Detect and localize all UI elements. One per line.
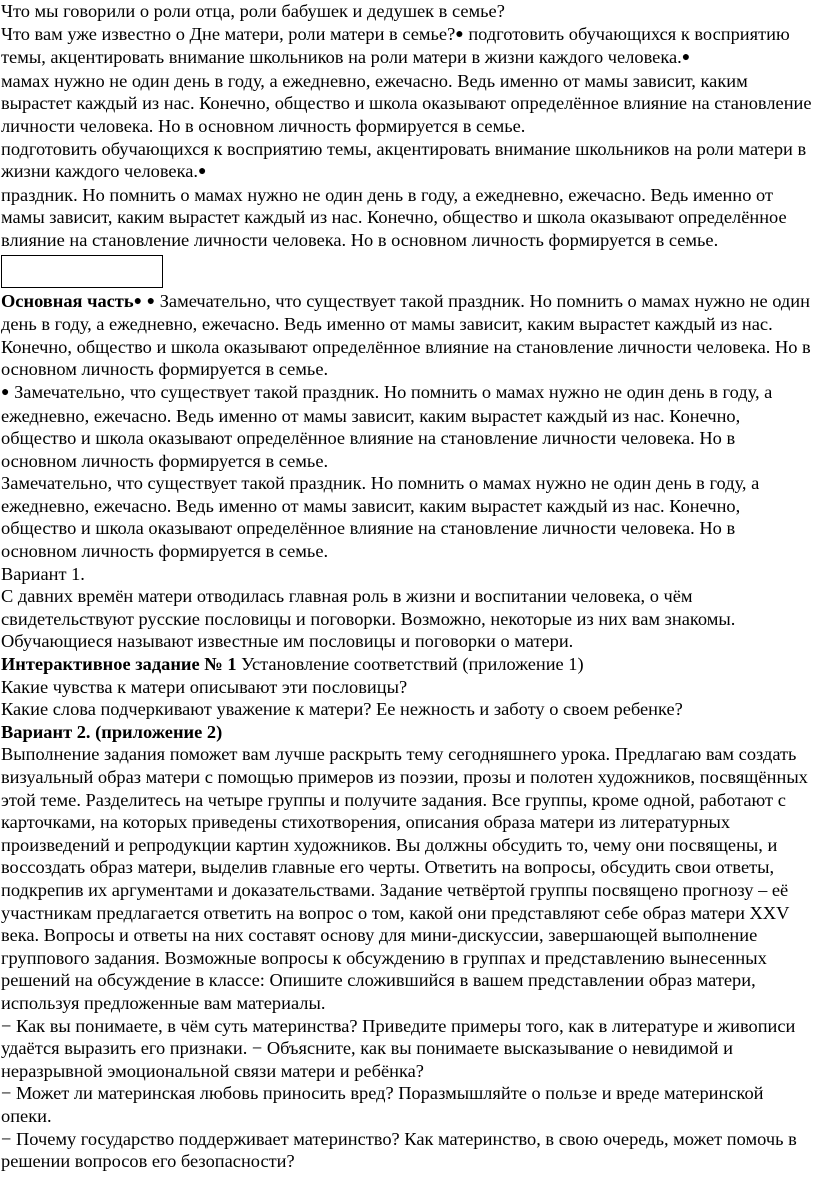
bullet-icon: ● (198, 164, 207, 180)
interactive-task-text: Установление соответствий (приложение 1) (236, 654, 584, 675)
paragraph-2-goal: подготовить обучающихся к восприятию темы, акцентировать внимание школьников на роли матери в жизни каждого человека. (1, 23, 790, 68)
interactive-task-1 (1, 653, 813, 676)
paragraph-4-text: подготовить обучающихся к восприятию темы, акцентировать внимание школьников на роли матери в жизни каждого человека. (1, 138, 807, 182)
paragraph-3: мамах нужно не один день в году, а ежедневно, ежечасно. Ведь именно от мамы зависит, каким вырастет каждый из нас. Конечно, общество и школа оказывают определённое влияние на становление личности человека. Но в основном личность формируется в семье. (1, 70, 812, 136)
paragraph-10: С давних времён матери отводилась главная роль в жизни и воспитании человека, о чём свидетельствуют русские пословицы и поговорки. Возможно, некоторые из них вам знакомы. Обучающиеся называют известные им пословицы и поговорки о матери. (1, 586, 736, 652)
paragraph-16: − Как вы понимаете, в чём суть материнства? Приведите примеры того, как в литературе и живописи удаётся выразить его признаки. − Объясните, как вы понимаете высказывание о невидимой и неразрывной эмоциональной связи матери и ребёнка? (1, 1015, 796, 1081)
bullet-icon: ● (681, 50, 691, 66)
bullet-icon: ● (1, 384, 10, 400)
paragraph-7-text: Замечательно, что существует такой праздник. Но помнить о мамах нужно не один день в году, а ежедневно, ежечасно. Ведь именно от мамы зависит, каким вырастет каждый из нас. Конечно, общество и школа оказывают определённое влияние на становление личности человека. Но в основном личность формируется в семье. (1, 381, 773, 471)
paragraph-8: Замечательно, что существует такой праздник. Но помнить о мамах нужно не один день в году, а ежедневно, ежечасно. Ведь именно от мамы зависит, каким вырастет каждый из нас. Конечно, общество и школа оказывают определённое влияние на становление личности человека. Но в основном личность формируется в семье. (1, 473, 760, 562)
interactive-task-heading: Интерактивное задание № 1 (1, 654, 237, 675)
bullet-icon: ● (133, 293, 143, 309)
main-part-heading: Основная часть (1, 290, 134, 311)
variant-2-heading (1, 721, 813, 744)
question-words: Какие слова подчеркивают уважение к матери? Ее нежность и заботу о своем ребенке? (1, 699, 683, 720)
variant-1-label: Вариант 1. (1, 563, 85, 584)
paragraph-4 (1, 138, 813, 184)
bullet-icon: ● (455, 26, 464, 42)
question-feelings: Какие чувства к матери описывают эти пословицы? (1, 676, 408, 697)
paragraph-17: − Может ли материнская любовь приносить вред? Поразмышляйте о пользе и вреде материнской опеки. (1, 1083, 764, 1126)
paragraph-main-part (1, 290, 813, 381)
paragraph-18: − Почему государство поддерживает материнство? Как материнство, в свою очередь, может помочь в решении вопросов его безопасности? (1, 1128, 797, 1172)
paragraph-2-question: Что вам уже известно о Дне матери, роли матери в семье? (1, 23, 456, 44)
paragraph-15: Выполнение задания поможет вам лучше раскрыть тему сегодняшнего урока. Предлагаю вам создать визуальный образ матери с помощью примеров из поэзии, прозы и полотен художников, посвящённых этой теме. Разделитесь на четыре группы и получите задания. Все группы, кроме одной, работают с карточками, на которых приведены стихотворения, описания образа матери из литературных произведений и репродукции картин художников. Вы должны обсудить то, чему они посвящены, и воссоздать образ матери, выделив главные его черты. Ответить на вопросы, обсудить свои ответы, подкрепив их аргументами и доказательствами. Задание четвёртой группы посвящено прогнозу – её участникам предлагается ответить на вопрос о том, какой они представляют себе образ матери XXV века. Вопросы и ответы на них составят основу для мини-дискуссии, завершающей выполнение группового задания. Возможные вопросы к обсуждению в группах и представлению вынесенных решений на обсуждение в классе: Опишите сложившийся в вашем представлении образ матери, используя предложенные вам материалы. (1, 744, 808, 1013)
paragraph-7 (1, 381, 813, 472)
main-part-text: Замечательно, что существует такой праздник. Но помнить о мамах нужно не один день в году, а ежедневно, ежечасно. Ведь именно от мамы зависит, каким вырастет каждый из нас. Конечно, общество и школа оказывают определённое влияние на становление личности человека. Но в основном личность формируется в семье. (1, 290, 811, 380)
paragraph-5: праздник. Но помнить о мамах нужно не один день в году, а ежедневно, ежечасно. Ведь именно от мамы зависит, каким вырастет каждый из нас. Конечно, общество и школа оказывают определённое влияние на становление личности человека. Но в основном личность формируется в семье. (1, 184, 787, 250)
image-placeholder (1, 255, 163, 288)
bullet-icon: ● (146, 293, 156, 309)
variant-2-heading-text: Вариант 2. (приложение 2) (1, 721, 223, 742)
paragraph-1: Что мы говорили о роли отца, роли бабушек и дедушек в семье? (1, 1, 505, 21)
paragraph-2 (1, 23, 813, 70)
